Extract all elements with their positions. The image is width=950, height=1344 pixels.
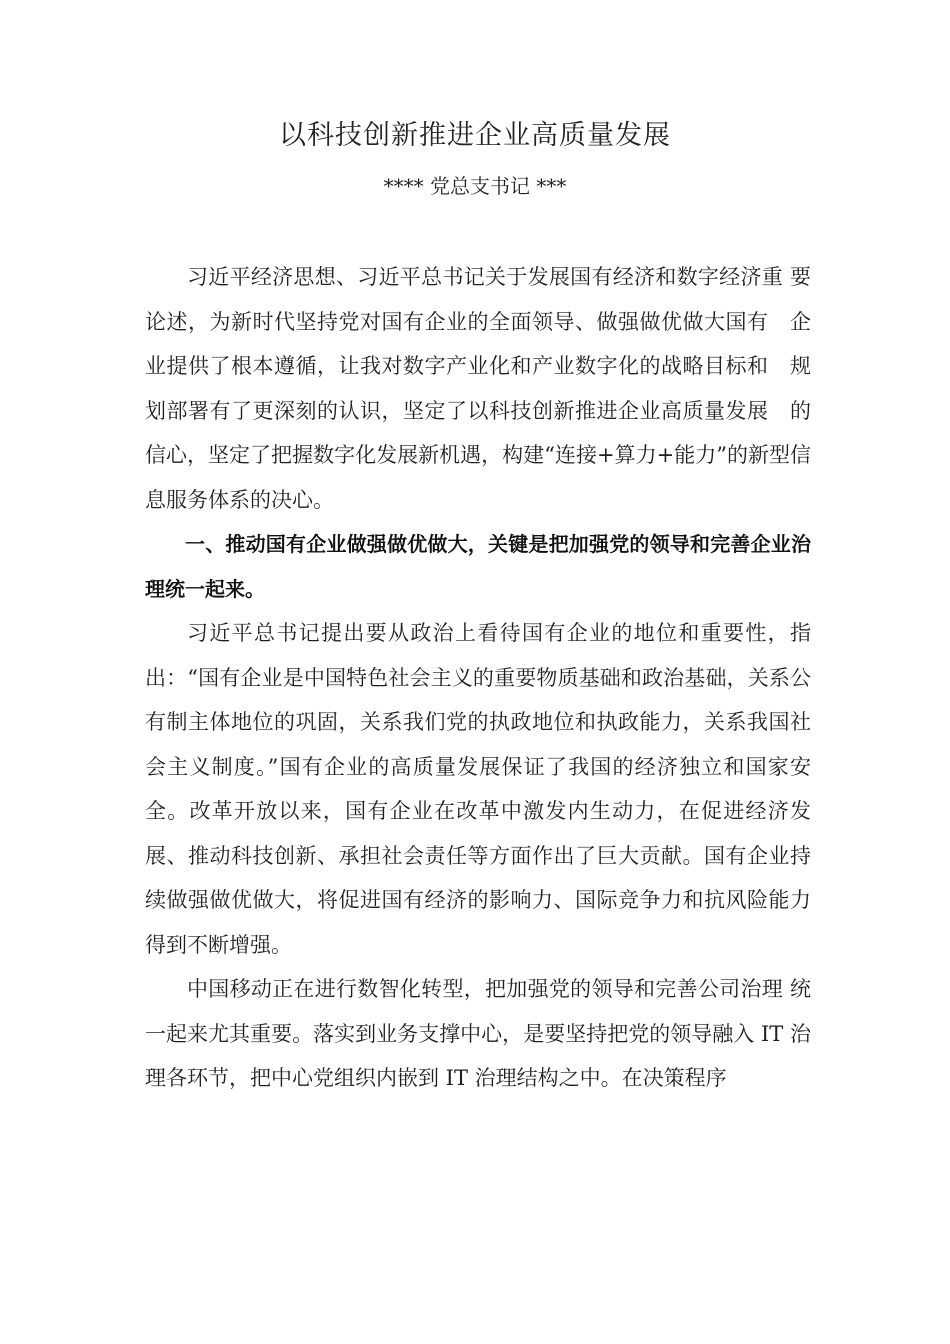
paragraph-china-mobile: 中国移动正在进行数智化转型，把加强党的领导和完善公司治理 统一起来尤其重要。落实到业务支撑中心，是要坚持把党的领导融入 IT 治理各环节，把中心党组织内嵌到 IT 治理结构之中。在决策程序 <box>145 977 811 1090</box>
paragraph-soe-importance: 习近平总书记提出要从政治上看待国有企业的地位和重要性，指出：“国有企业是中国特色社会主义的重要物质基础和政治基础，关系公有制主体地位的巩固，关系我们党的执政地位和执政能力，关系我国社会主义制度。”国有企业的高质量发展保证了我国的经济独立和国家安全。改革开放以来，国有企业在改革中激发内生动力，在促进经济发展、推动科技创新、承担社会责任等方面作出了巨大贡献。国有企业持续做强做优做大，将促进国有经济的影响力、国际竞争力和抗风险能力得到不断增强。 <box>145 621 811 957</box>
section-heading-1: 一、推动国有企业做强做优做大，关键是把加强党的领导和完善企业治理统一起来。 <box>145 532 811 601</box>
document-author: **** 党总支书记 *** <box>383 174 567 198</box>
document-title: 以科技创新推进企业高质量发展 <box>279 120 671 151</box>
paragraph-intro: 习近平经济思想、习近平总书记关于发展国有经济和数字经济重 要论述，为新时代坚持党对国有企业的全面领导、做强做优做大国有 企业提供了根本遵循，让我对数字产业化和产业数字化的战略目标和 规划部署有了更深刻的认识，坚定了以科技创新推进企业高质量发展 的信心，坚定了把握数字化发展新机遇，构建“连接+算力+能力”的新型信息服务体系的决心。 <box>145 265 811 512</box>
document-body <box>145 255 811 1101</box>
